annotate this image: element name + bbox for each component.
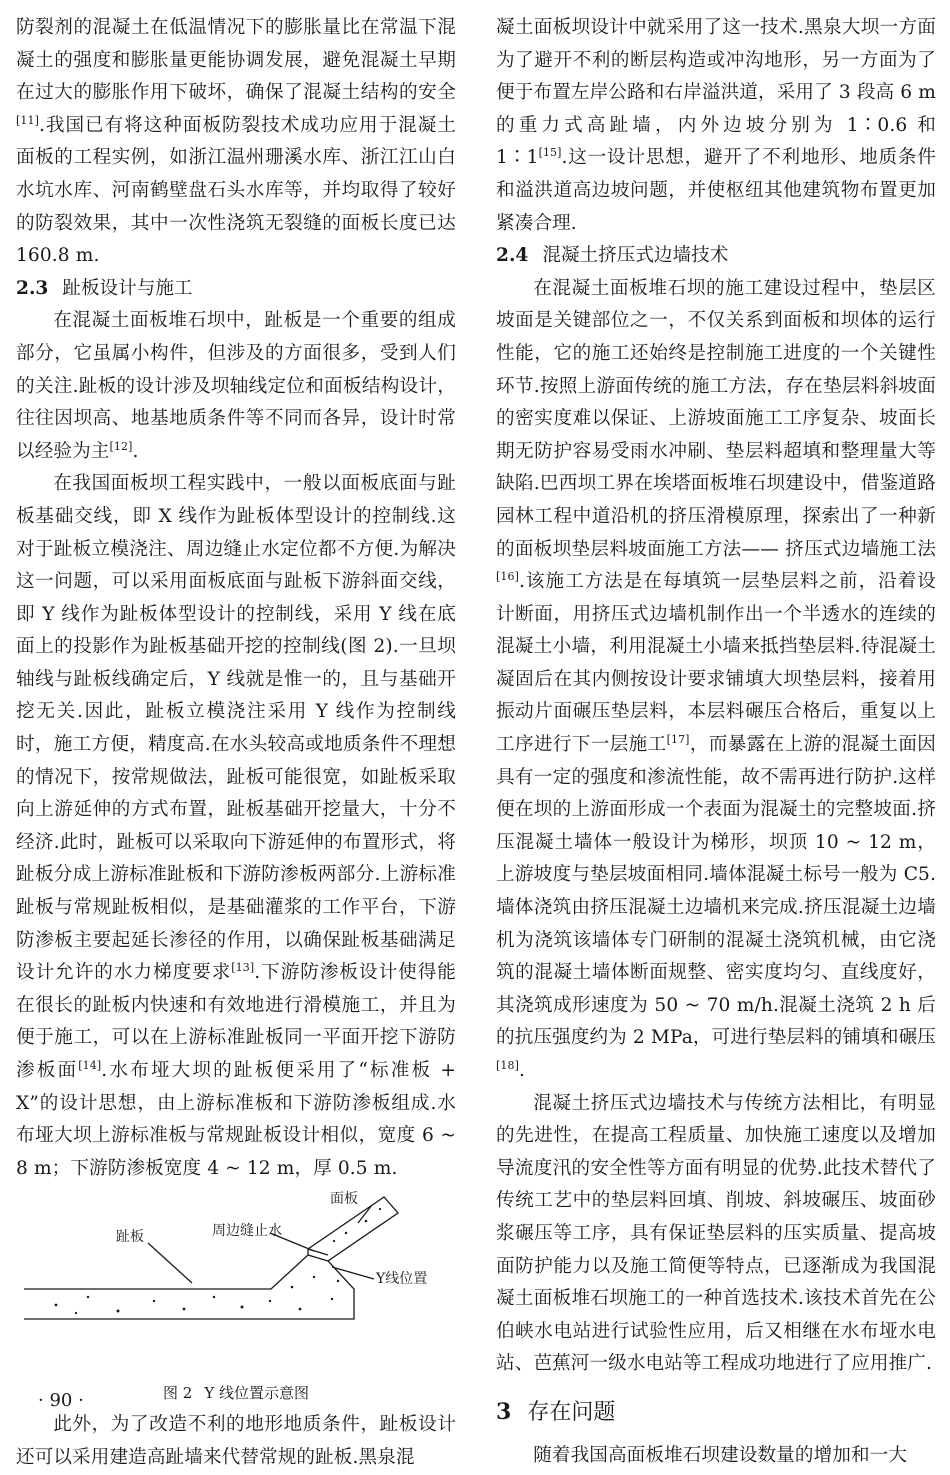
citation: [16] [496, 569, 519, 583]
figure-y-line-diagram [16, 1193, 456, 1379]
page-number: · 90 · [38, 1390, 84, 1411]
paragraph: 凝土面板坝设计中就采用了这一技术.黑泉大坝一方面为了避开不利的断层构造或冲沟地形，另一方面为了便于布置左岸公路和右岸溢洪道，采用了 3 段高 6 m 的重力式高趾墙，内外边坡分别为 1∶0.6 和 1∶1[15].这一设计思想，避开了不利地形、地质条件和溢洪道高边坡问题，并使枢纽其他建筑物布置更加紧凑合理. [496, 17, 936, 234]
face-slab-bottom [308, 1255, 328, 1261]
label-yline: Y线位置 [376, 1271, 428, 1288]
citation: [11] [16, 113, 39, 127]
section-heading-2-4 [496, 240, 936, 273]
citation: [17] [666, 732, 690, 746]
section-number: 2.3 [16, 277, 49, 299]
citation: [18] [496, 1058, 519, 1072]
paragraph: 此外，为了改造不利的地形地质条件，趾板设计还可以采用建造高趾墙来代替常规的趾板.黑泉混 [16, 1414, 456, 1468]
section-title: 混凝土挤压式边墙技术 [542, 245, 729, 267]
paragraph: 防裂剂的混凝土在低温情况下的膨胀量比在常温下混凝土的强度和膨胀量更能协调发展，避免混凝土早期在过大的膨胀作用下破坏，确保了混凝土结构的安全[11].我国已有将这种面板防裂技术成功应用于混凝土面板的工程实例，如浙江温州珊溪水库、浙江江山白水坑水库、河南鹤壁盘石头水库等，并均取得了较好的防裂效果，其中一次性浇筑无裂缝的面板长度已达 160.8 m. [16, 17, 456, 267]
paragraph: 随着我国高面板堆石坝建设数量的增加和一大 [533, 1444, 908, 1466]
plinth-outline [24, 1197, 398, 1319]
left-column [16, 12, 456, 1475]
caption-number: 图 2 [163, 1384, 193, 1403]
right-column [496, 12, 936, 1473]
paragraph: 在混凝土面板堆石坝中，趾板是一个重要的组成部分，它虽属小构件，但涉及的方面很多，受到人们的关注.趾板的设计涉及坝轴线定位和面板结构设计，往往因坝高、地基地质条件等不同而各异，设计时常以经验为主[12]. [16, 310, 456, 462]
section-number: 2.4 [496, 245, 529, 267]
label-zhiban: 趾板 [116, 1229, 144, 1246]
label-zhouzhi: 周边缝止水 [212, 1223, 282, 1240]
section-title: 趾板设计与施工 [62, 277, 193, 299]
citation: [14] [78, 1058, 102, 1072]
section-number: 3 [496, 1398, 512, 1425]
paragraph: 在混凝土面板堆石坝的施工建设过程中，垫层区坡面是关键部位之一，不仅关系到面板和坝体的运行性能，它的施工还始终是控制施工进度的一个关键性环节.按照上游面传统的施工方法，存在垫层料斜坡面的密实度难以保证、上游坡面施工工序复杂、坡面长期无防护容易受雨水冲刷、垫层料超填和整理量大等缺陷.巴西坝工界在埃塔面板堆石坝建设中，借鉴道路园林工程中道沿机的挤压滑模原理，探索出了一种新的面板坝垫层料坡面施工方法—— 挤压式边墙施工法[16].该施工方法是在每填筑一层垫层料之前，沿着设计断面，用挤压式边墙机制作出一个半透水的连续的混凝土小墙，利用混凝土小墙来抵挡垫层料.待混凝土凝固后在其内侧按设计要求铺填大坝垫层料，接着用振动片面碾压垫层料，本层料碾压合格后，重复以上工序进行下一层施工[17]，而暴露在上游的混凝土面因具有一定的强度和渗流性能，故不需再进行防护.这样便在坝的上游面形成一个表面为混凝土的完整坡面.挤压混凝土墙体一般设计为梯形，坝顶 10 ~ 12 m，上游坡度与垫层坡面相同.墙体混凝土标号一般为 C5.墙体浇筑由挤压混凝土边墙机来完成.挤压混凝土边墙机为浇筑该墙体专门研制的混凝土浇筑机械，由它浇筑的混凝土墙体断面规整、密实度均匀、直线度好，其浇筑成形速度为 50 ~ 70 m/h.混凝土浇筑 2 h 后的抗压强度约为 2 MPa，可进行垫层料的铺填和碾压[18]. [496, 277, 936, 1081]
citation: [15] [538, 146, 562, 160]
caption-text: Y 线位置示意图 [204, 1384, 309, 1403]
label-mianban: 面板 [330, 1191, 358, 1208]
label-leader-zhiban [148, 1243, 192, 1283]
section-heading-3 [496, 1395, 936, 1430]
citation: [12] [109, 439, 133, 453]
citation: [13] [231, 961, 255, 975]
section-title: 存在问题 [527, 1399, 616, 1425]
paragraph: 在我国面板坝工程实践中，一般以面板底面与趾板基础交线，即 X 线作为趾板体型设计的控制线.这对于趾板立模浇注、周边缝止水定位都不方便.为解决这一问题，可以采用面板底面与趾板下游斜面交线，即 Y 线作为趾板体型设计的控制线，采用 Y 线在底面上的投影作为趾板基础开挖的控制线(图 2).一旦坝轴线与趾板线确定后，Y 线就是惟一的，且与基础开挖无关.因此，趾板立模浇注采用 Y 线作为控制线时，施工方便，精度高.在水头较高或地质条件不理想的情况下，按常规做法，趾板可能很宽，如趾板采取向上游延伸的方式布置，趾板基础开挖量大，十分不经济.此时，趾板可以采取向下游延伸的布置形式，将趾板分成上游标准趾板和下游防渗板两部分.上游标准趾板与常规趾板相似，是基础灌浆的工作平台，下游防渗板主要起延长渗径的作用，以确保趾板基础满足设计允许的水力梯度要求[13].下游防渗板设计使得能在很长的趾板内快速和有效地进行滑模施工，并且为便于施工，可以在上游标准趾板同一平面开挖下游防渗板面[14].水布垭大坝的趾板便采用了“标准板 + X”的设计思想，由上游标准板和下游防渗板组成.水布垭大坝上游标准板与常规趾板设计相似，宽度 6 ~ 8 m；下游防渗板宽度 4 ~ 12 m，厚 0.5 m. [16, 473, 456, 1179]
section-heading-2-3 [16, 273, 456, 306]
paragraph: 混凝土挤压式边墙技术与传统方法相比，有明显的先进性，在提高工程质量、加快施工速度以及增加导流度汛的安全性等方面有明显的优势.此技术替代了传统工艺中的垫层料回填、削坡、斜坡碾压、坡面砂浆碾压等工序，具有保证垫层料的压实质量、提高坡面防护能力以及施工简便等特点，已逐渐成为我国混凝土面板堆石坝施工的一种首选技术.该技术首先在公伯峡水电站进行试验性应用，后又相继在水布垭水电站、芭蕉河一级水电站等工程成功地进行了应用推广. [496, 1092, 936, 1375]
